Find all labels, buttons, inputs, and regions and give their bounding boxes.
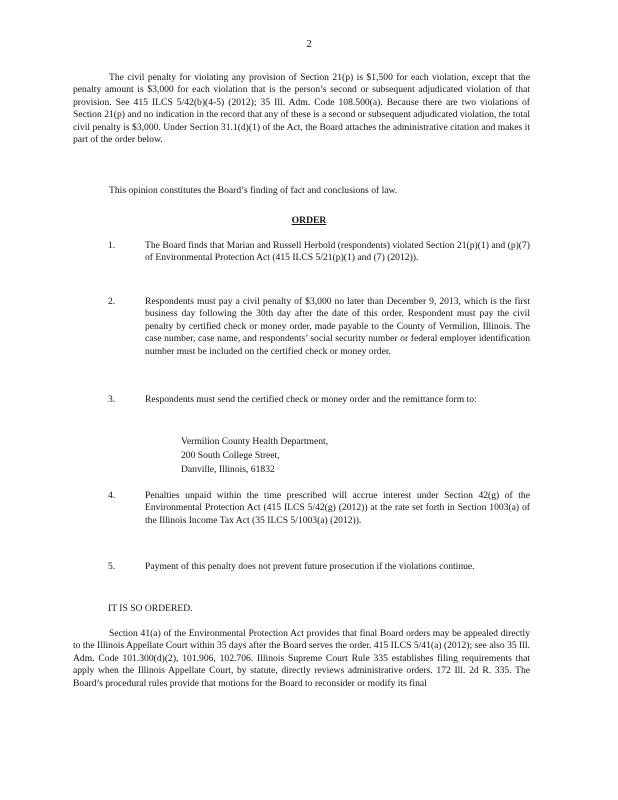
order-item-text: Respondents must pay a civil penalty of $3,000 no later than December 9, 2013, which is the first business day following the 30th day after the date of this order. Respondent must pay the civil penalty by certified check or money order, made payable to the County of Vermilion, Illinois. The case number, case name, and respondents’ social security number or federal employer identification number must be included on the certified check or money order. bbox=[145, 296, 530, 357]
order-item bbox=[108, 561, 530, 573]
order-item-text: Payment of this penalty does not prevent future prosecution if the violations continue. bbox=[145, 561, 475, 572]
order-item bbox=[108, 296, 530, 358]
order-item bbox=[108, 394, 530, 406]
findings-paragraph: This opinion constitutes the Board’s finding of fact and conclusions of law. bbox=[109, 185, 398, 196]
order-item-text: Respondents must send the certified check or money order and the remittance form to: bbox=[145, 394, 477, 405]
order-item-number: 3. bbox=[108, 394, 116, 405]
remittance-address bbox=[181, 435, 328, 477]
order-item-number: 5. bbox=[108, 561, 116, 572]
page-number: 2 bbox=[306, 38, 312, 50]
so-ordered: IT IS SO ORDERED. bbox=[108, 603, 193, 614]
order-item bbox=[108, 240, 530, 265]
order-item-number: 1. bbox=[108, 240, 116, 251]
order-item-text: Penalties unpaid within the time prescribed will accrue interest under Section 42(g) of the Environmental Protection Act (415 ILCS 5/42(g) (2012)) at the rate set forth in Section 1003(a) of the Illinois Income Tax Act (35 ILCS 5/1003(a) (2012)). bbox=[145, 490, 530, 526]
address-line: Danville, Illinois, 61832 bbox=[181, 464, 275, 475]
order-item-text: The Board finds that Marian and Russell Herbold (respondents) violated Section 21(p)(1) and (p)(7) of Environmental Protection Act (415 ILCS 5/21(p)(1) and (7) (2012)). bbox=[145, 240, 530, 264]
appeal-paragraph: Section 41(a) of the Environmental Protection Act provides that final Board orders may be appealed directly to the Illinois Appellate Court within 35 days after the Board serves the order. 415 ILCS 5/41(a) (2012); see also 35 Ill. Adm. Code 101.300(d)(2), 101.906, 102.706. Illinois Supreme Court Rule 335 establishes filing requirements that apply when the Illinois Appellate Court, by statute, directly reviews administrative orders. 172 Ill. 2d R. 335. The Board’s procedural rules provide that motions for the Board to reconsider or modify its final bbox=[73, 628, 530, 689]
order-item bbox=[108, 490, 530, 527]
order-item-number: 2. bbox=[108, 296, 116, 307]
penalty-paragraph: The civil penalty for violating any provision of Section 21(p) is $1,500 for each violation, except that the penalty amount is $3,000 for each violation that is the person’s second or subsequent adjudicated violation of that provision. See 415 ILCS 5/42(b)(4-5) (2012); 35 Ill. Adm. Code 108.500(a). Because there are two violations of Section 21(p) and no indication in the record that any of these is a second or subsequent adjudicated violation, the total civil penalty is $3,000. Under Section 31.1(d)(1) of the Act, the Board attaches the administrative citation and makes it part of the order below. bbox=[73, 72, 530, 146]
order-item-number: 4. bbox=[108, 490, 116, 501]
order-heading: ORDER bbox=[291, 215, 327, 226]
address-line: 200 South College Street, bbox=[181, 450, 280, 461]
address-line: Vermilion County Health Department, bbox=[181, 436, 329, 447]
